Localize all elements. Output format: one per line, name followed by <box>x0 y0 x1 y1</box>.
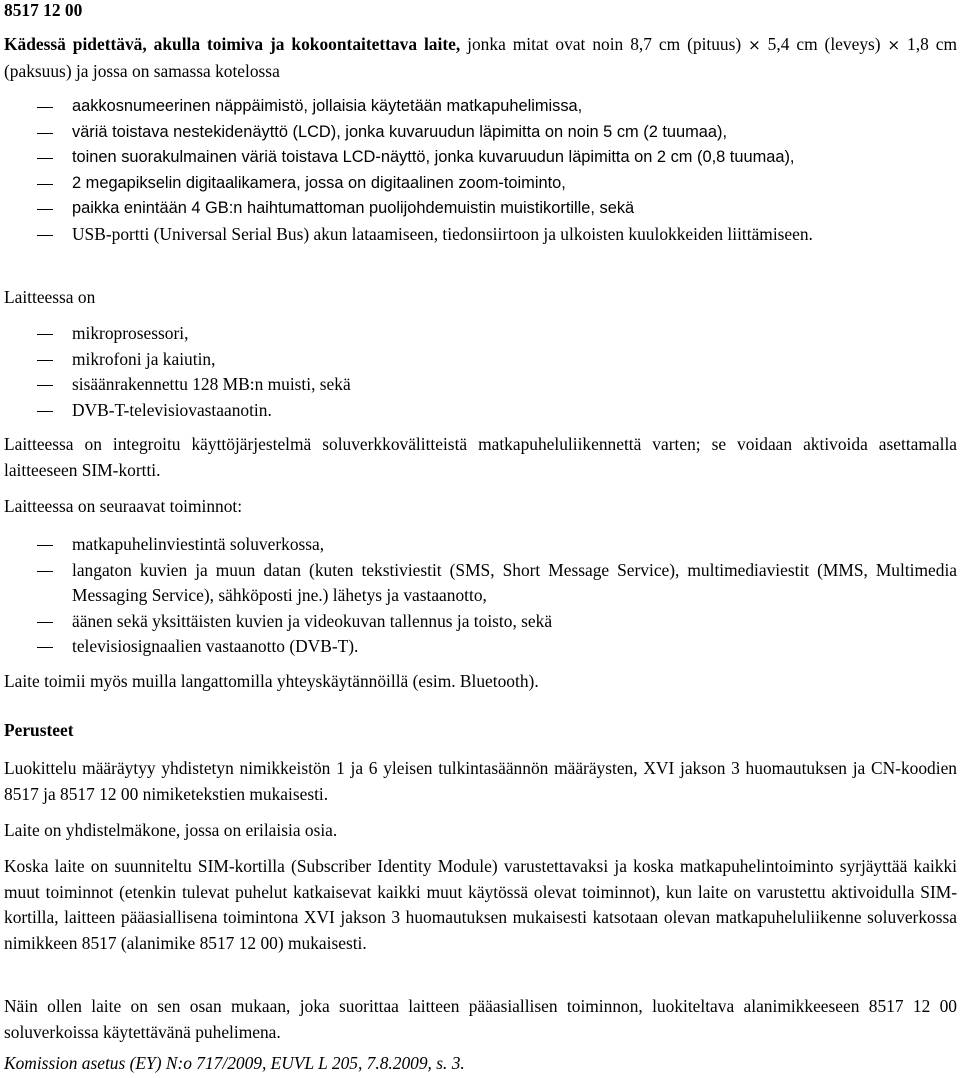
section-heading: Perusteet <box>4 720 74 740</box>
basis-paragraph-1: Luokittelu määräytyy yhdistetyn nimikkeistön 1 ja 6 yleisen tulkintasäännön määräysten, XVI jakson 3 huomautuksen ja CN-koodien 8517 ja 8517 12 00 nimiketekstien mukaisesti. <box>4 758 957 804</box>
list-item: televisiosignaalien vastaanotto (DVB-T). <box>4 634 957 660</box>
intro-text-1: jonka mitat ovat noin 8,7 cm (pituus) <box>460 34 749 54</box>
list-item: DVB-T-televisiovastaanotin. <box>4 398 957 424</box>
laitteessa-on-label: Laitteessa on <box>4 287 96 307</box>
times-sign: × <box>748 36 761 54</box>
list-item: sisäänrakennettu 128 MB:n muisti, sekä <box>4 372 957 398</box>
intro-paragraph <box>4 32 957 84</box>
basis-paragraph-3: Koska laite on suunniteltu SIM-kortilla (Subscriber Identity Module) varustettavaksi ja koska matkapuhelintoiminto syrjäyttää kaikki muut toiminnot (etenkin tulevat puhelut katkaisevat kaikki muut käytössä olevat toiminnot), kun laite on varustettu aktivoidulla SIM-kortilla, laitteen pääasiallisena toimintona XVI jakson 3 huomautuksen mukaisesti katsotaan olevan matkapuheluliikenne soluverkossa nimikkeen 8517 (alanimike 8517 12 00) mukaisesti. <box>4 856 957 953</box>
list-item: mikrofoni ja kaiutin, <box>4 347 957 373</box>
citation: Komission asetus (EY) N:o 717/2009, EUVL L 205, 7.8.2009, s. 3. <box>4 1053 465 1073</box>
list-item: langaton kuvien ja muun datan (kuten tekstiviestit (SMS, Short Message Service), multimediaviestit (MMS, Multimedia Messaging Service), sähköposti jne.) lähetys ja vastaanotto, <box>4 558 957 609</box>
features-list <box>4 94 957 247</box>
list-item: paikka enintään 4 GB:n haihtumattoman puolijohdemuistin muistikortille, sekä <box>4 196 957 222</box>
integrated-os-paragraph: Laitteessa on integroitu käyttöjärjestelmä soluverkkovälitteistä matkapuheluliikennettä varten; se voidaan aktivoida asettamalla laitteeseen SIM-kortti. <box>4 434 957 480</box>
list-item: äänen sekä yksittäisten kuvien ja videokuvan tallennus ja toisto, sekä <box>4 609 957 635</box>
list-item: toinen suorakulmainen väriä toistava LCD-näyttö, jonka kuvaruudun läpimitta on 2 cm (0,8 tuumaa), <box>4 145 957 171</box>
list-item: USB-portti (Universal Serial Bus) akun lataamiseen, tiedonsiirtoon ja ulkoisten kuulokkeiden liittämiseen. <box>4 222 957 248</box>
list-item: matkapuhelinviestintä soluverkossa, <box>4 532 957 558</box>
cn-code: 8517 12 00 <box>4 0 83 20</box>
basis-paragraph-4: Näin ollen laite on sen osan mukaan, joka suorittaa laitteen pääasiallisen toiminnon, luokiteltava alanimikkeeseen 8517 12 00 soluverkoissa käytettävänä puhelimena. <box>4 996 957 1042</box>
list-item: aakkosnumeerinen näppäimistö, jollaisia käytetään matkapuhelimissa, <box>4 94 957 120</box>
wireless-paragraph: Laite toimii myös muilla langattomilla yhteyskäytännöillä (esim. Bluetooth). <box>4 671 539 691</box>
components-list <box>4 321 957 423</box>
list-item: väriä toistava nestekidenäyttö (LCD), jonka kuvaruudun läpimitta on noin 5 cm (2 tuumaa), <box>4 120 957 146</box>
times-sign: × <box>887 36 901 54</box>
basis-paragraph-2: Laite on yhdistelmäkone, jossa on erilaisia osia. <box>4 820 338 840</box>
intro-text-3: 1,8 cm (paksuus) ja jossa on samassa kotelossa <box>4 34 957 81</box>
functions-list <box>4 532 957 660</box>
intro-bold: Kädessä pidettävä, akulla toimiva ja kokoontaitettava laite, <box>4 34 461 54</box>
intro-text-2: 5,4 cm (leveys) <box>760 34 888 54</box>
list-item: 2 megapikselin digitaalikamera, jossa on digitaalinen zoom-toiminto, <box>4 171 957 197</box>
list-item: mikroprosessori, <box>4 321 957 347</box>
functions-intro: Laitteessa on seuraavat toiminnot: <box>4 496 243 516</box>
